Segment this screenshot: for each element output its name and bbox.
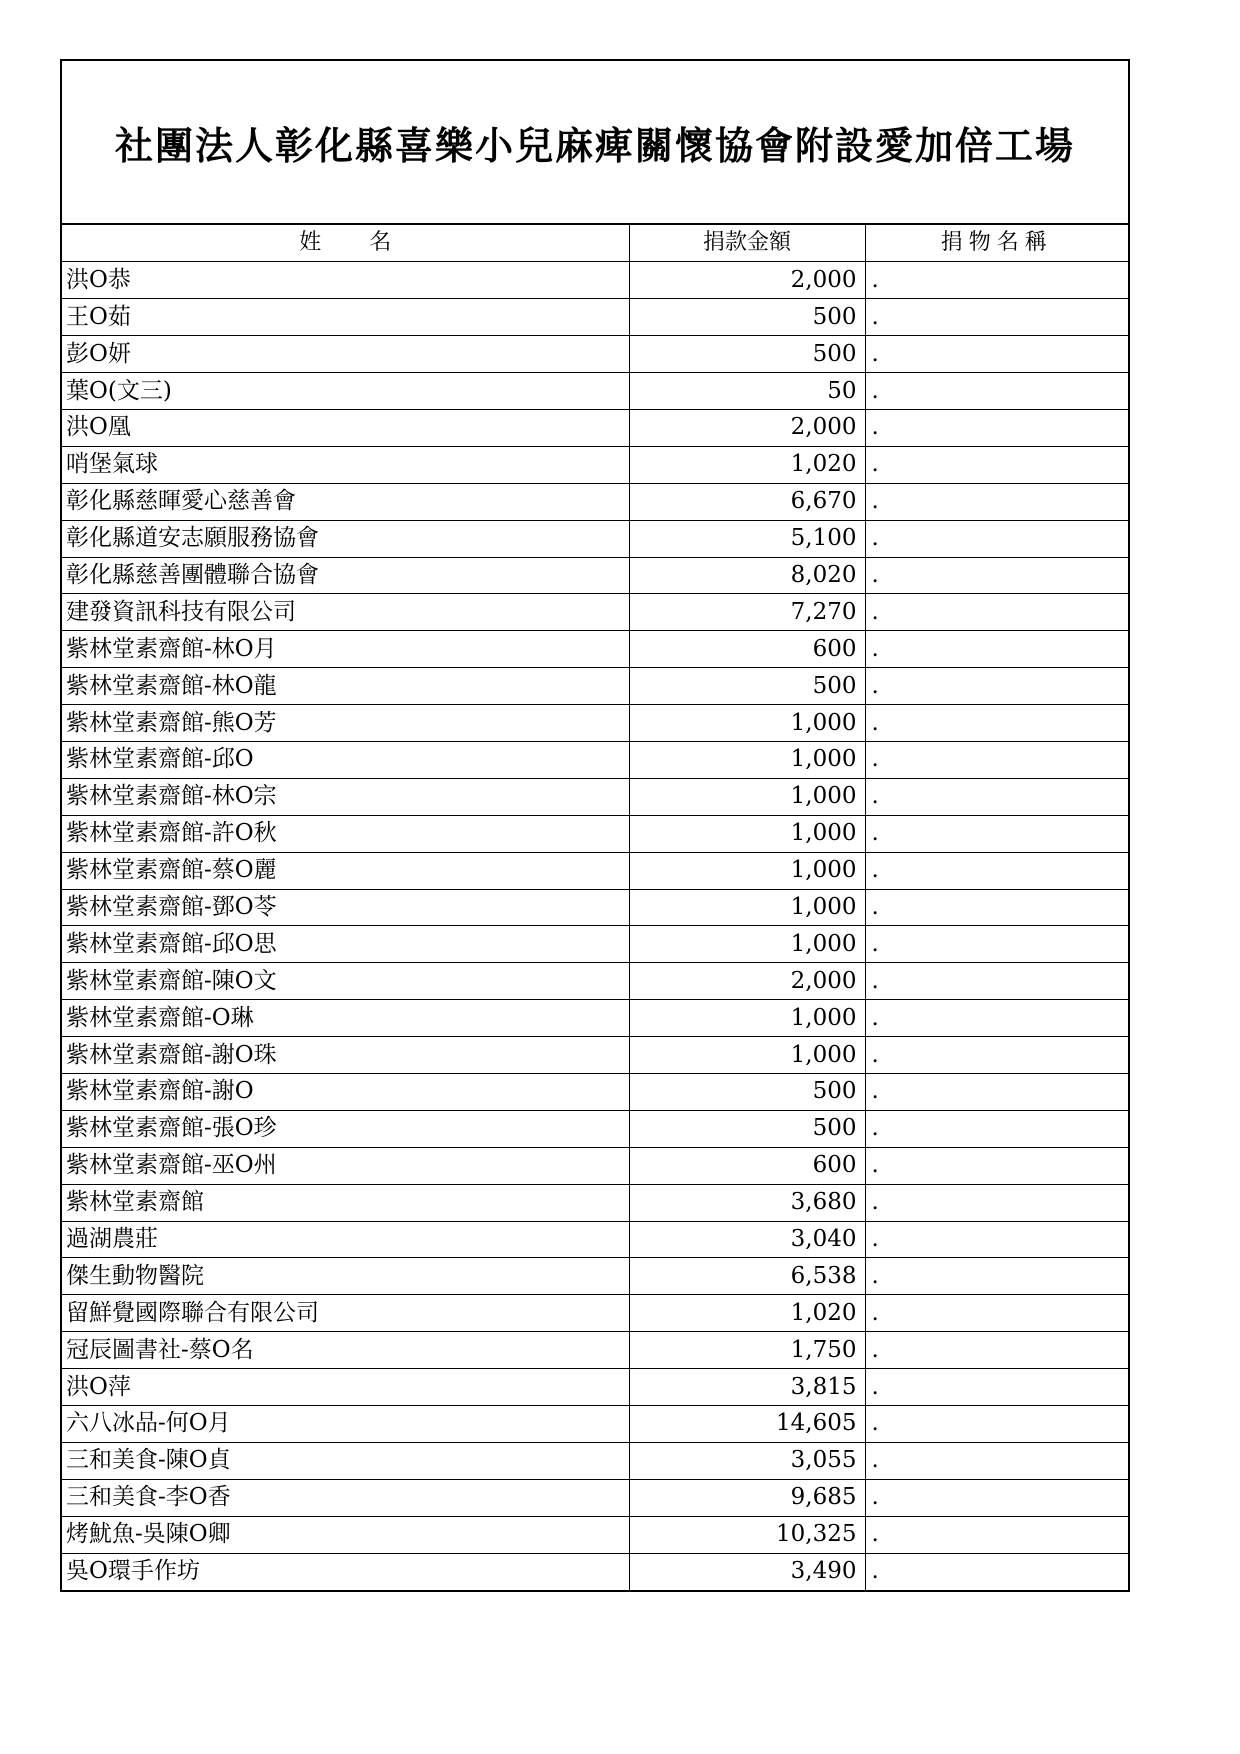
table-row [62, 1258, 1128, 1295]
donated-item-cell: . [865, 1110, 1128, 1147]
donated-item-cell: . [865, 1295, 1128, 1332]
donor-name-cell: 彰化縣慈善團體聯合協會 [62, 557, 629, 594]
donated-item-cell: . [865, 1332, 1128, 1369]
donation-amount-cell: 1,000 [629, 1037, 865, 1074]
donated-item-cell: . [865, 741, 1128, 778]
table-row [62, 631, 1128, 668]
donated-item-cell: . [865, 815, 1128, 852]
table-row [62, 778, 1128, 815]
donor-name-cell: 紫林堂素齋館-熊O芳 [62, 705, 629, 742]
table-row [62, 336, 1128, 373]
donor-name-cell: 彭O妍 [62, 336, 629, 373]
donation-amount-cell: 2,000 [629, 262, 865, 299]
donation-amount-cell: 5,100 [629, 520, 865, 557]
donated-item-cell: . [865, 1516, 1128, 1553]
table-row [62, 446, 1128, 483]
table-row [62, 1110, 1128, 1147]
donation-amount-cell: 8,020 [629, 557, 865, 594]
donor-name-cell: 紫林堂素齋館-謝O [62, 1073, 629, 1110]
table-row [62, 409, 1128, 446]
donor-name-cell: 紫林堂素齋館-巫O州 [62, 1147, 629, 1184]
donation-amount-cell: 3,490 [629, 1553, 865, 1590]
donation-amount-cell: 500 [629, 668, 865, 705]
donation-amount-cell: 1,000 [629, 1000, 865, 1037]
donor-name-cell: 哨堡氣球 [62, 446, 629, 483]
table-row [62, 852, 1128, 889]
table-body [62, 262, 1128, 1590]
table-row [62, 1442, 1128, 1479]
table-row [62, 1147, 1128, 1184]
donated-item-cell: . [865, 1369, 1128, 1406]
donated-item-cell: . [865, 1553, 1128, 1590]
donated-item-cell: . [865, 668, 1128, 705]
donation-sheet [60, 59, 1130, 1592]
table-row [62, 1037, 1128, 1074]
donor-name-cell: 吳O環手作坊 [62, 1553, 629, 1590]
donated-item-cell: . [865, 336, 1128, 373]
donation-amount-cell: 1,000 [629, 741, 865, 778]
donated-item-cell: . [865, 889, 1128, 926]
donation-amount-cell: 1,000 [629, 852, 865, 889]
donor-name-cell: 彰化縣道安志願服務協會 [62, 520, 629, 557]
donation-amount-cell: 500 [629, 1073, 865, 1110]
donor-name-cell: 冠辰圖書社-蔡O名 [62, 1332, 629, 1369]
table-row [62, 926, 1128, 963]
donation-amount-cell: 2,000 [629, 963, 865, 1000]
donor-name-cell: 六八冰品-何O月 [62, 1406, 629, 1443]
donated-item-cell: . [865, 1147, 1128, 1184]
table-row [62, 1479, 1128, 1516]
donation-amount-cell: 1,000 [629, 926, 865, 963]
table-row [62, 483, 1128, 520]
donated-item-cell: . [865, 1221, 1128, 1258]
donated-item-cell: . [865, 705, 1128, 742]
donated-item-cell: . [865, 852, 1128, 889]
donation-amount-cell: 500 [629, 299, 865, 336]
donated-item-cell: . [865, 631, 1128, 668]
donation-amount-cell: 500 [629, 1110, 865, 1147]
table-row [62, 1332, 1128, 1369]
donated-item-cell: . [865, 483, 1128, 520]
page-title: 社團法人彰化縣喜樂小兒麻痺關懷協會附設愛加倍工場 [114, 123, 1075, 168]
donated-item-cell: . [865, 446, 1128, 483]
donor-name-cell: 建發資訊科技有限公司 [62, 594, 629, 631]
table-row [62, 668, 1128, 705]
donor-name-cell: 紫林堂素齋館-蔡O麗 [62, 852, 629, 889]
donation-amount-cell: 1,020 [629, 1295, 865, 1332]
donation-amount-cell: 1,000 [629, 778, 865, 815]
table-row [62, 594, 1128, 631]
donated-item-cell: . [865, 963, 1128, 1000]
donated-item-cell: . [865, 1479, 1128, 1516]
donor-name-cell: 洪O萍 [62, 1369, 629, 1406]
donor-name-cell: 紫林堂素齋館-許O秋 [62, 815, 629, 852]
table-row [62, 1295, 1128, 1332]
donor-name-cell: 紫林堂素齋館-謝O珠 [62, 1037, 629, 1074]
donor-name-cell: 紫林堂素齋館-O琳 [62, 1000, 629, 1037]
donated-item-cell: . [865, 778, 1128, 815]
table-row [62, 1073, 1128, 1110]
donated-item-cell: . [865, 1000, 1128, 1037]
donated-item-cell: . [865, 1442, 1128, 1479]
donor-name-cell: 紫林堂素齋館-邱O思 [62, 926, 629, 963]
donor-name-cell: 烤魷魚-吳陳O卿 [62, 1516, 629, 1553]
donation-amount-cell: 600 [629, 631, 865, 668]
donation-table [62, 225, 1128, 1590]
donor-name-cell: 紫林堂素齋館-鄧O苓 [62, 889, 629, 926]
donation-amount-cell: 3,680 [629, 1184, 865, 1221]
donation-amount-cell: 1,750 [629, 1332, 865, 1369]
donor-name-cell: 葉O(文三) [62, 373, 629, 410]
donation-amount-cell: 1,000 [629, 815, 865, 852]
donation-amount-cell: 1,020 [629, 446, 865, 483]
donor-name-cell: 留鮮覺國際聯合有限公司 [62, 1295, 629, 1332]
table-row [62, 262, 1128, 299]
donated-item-cell: . [865, 1073, 1128, 1110]
donor-name-cell: 紫林堂素齋館-林O宗 [62, 778, 629, 815]
table-row [62, 741, 1128, 778]
donated-item-cell: . [865, 1406, 1128, 1443]
donation-amount-cell: 10,325 [629, 1516, 865, 1553]
table-row [62, 1221, 1128, 1258]
donated-item-cell: . [865, 373, 1128, 410]
donated-item-cell: . [865, 409, 1128, 446]
donor-name-cell: 紫林堂素齋館-邱O [62, 741, 629, 778]
donation-amount-cell: 50 [629, 373, 865, 410]
table-row [62, 1406, 1128, 1443]
table-row [62, 815, 1128, 852]
donor-name-cell: 紫林堂素齋館-林O月 [62, 631, 629, 668]
donor-name-cell: 過湖農莊 [62, 1221, 629, 1258]
table-row [62, 705, 1128, 742]
donation-amount-cell: 6,670 [629, 483, 865, 520]
donation-amount-cell: 600 [629, 1147, 865, 1184]
table-row [62, 1516, 1128, 1553]
table-row [62, 1000, 1128, 1037]
donated-item-cell: . [865, 926, 1128, 963]
table-row [62, 373, 1128, 410]
donation-amount-cell: 3,815 [629, 1369, 865, 1406]
donor-name-cell: 彰化縣慈暉愛心慈善會 [62, 483, 629, 520]
donated-item-cell: . [865, 594, 1128, 631]
donation-amount-cell: 14,605 [629, 1406, 865, 1443]
header-item: 捐物名稱 [865, 225, 1128, 262]
donation-amount-cell: 1,000 [629, 705, 865, 742]
donor-name-cell: 紫林堂素齋館 [62, 1184, 629, 1221]
donation-amount-cell: 7,270 [629, 594, 865, 631]
table-row [62, 963, 1128, 1000]
donated-item-cell: . [865, 1037, 1128, 1074]
donor-name-cell: 三和美食-李O香 [62, 1479, 629, 1516]
header-name: 姓名 [62, 225, 629, 262]
donor-name-cell: 洪O凰 [62, 409, 629, 446]
table-row [62, 299, 1128, 336]
table-header-row [62, 225, 1128, 262]
table-row [62, 557, 1128, 594]
table-row [62, 1369, 1128, 1406]
header-amount: 捐款金額 [629, 225, 865, 262]
donation-amount-cell: 3,055 [629, 1442, 865, 1479]
donor-name-cell: 王O茹 [62, 299, 629, 336]
table-row [62, 889, 1128, 926]
donor-name-cell: 紫林堂素齋館-張O珍 [62, 1110, 629, 1147]
donor-name-cell: 傑生動物醫院 [62, 1258, 629, 1295]
donated-item-cell: . [865, 1184, 1128, 1221]
donor-name-cell: 紫林堂素齋館-陳O文 [62, 963, 629, 1000]
donation-amount-cell: 1,000 [629, 889, 865, 926]
donated-item-cell: . [865, 299, 1128, 336]
donation-amount-cell: 500 [629, 336, 865, 373]
table-row [62, 1553, 1128, 1590]
donated-item-cell: . [865, 262, 1128, 299]
donated-item-cell: . [865, 557, 1128, 594]
donation-amount-cell: 3,040 [629, 1221, 865, 1258]
donation-amount-cell: 6,538 [629, 1258, 865, 1295]
donated-item-cell: . [865, 520, 1128, 557]
donor-name-cell: 紫林堂素齋館-林O龍 [62, 668, 629, 705]
table-row [62, 520, 1128, 557]
donation-amount-cell: 9,685 [629, 1479, 865, 1516]
donor-name-cell: 三和美食-陳O貞 [62, 1442, 629, 1479]
table-row [62, 1184, 1128, 1221]
donation-amount-cell: 2,000 [629, 409, 865, 446]
donated-item-cell: . [865, 1258, 1128, 1295]
donor-name-cell: 洪O恭 [62, 262, 629, 299]
title-box [62, 61, 1128, 225]
